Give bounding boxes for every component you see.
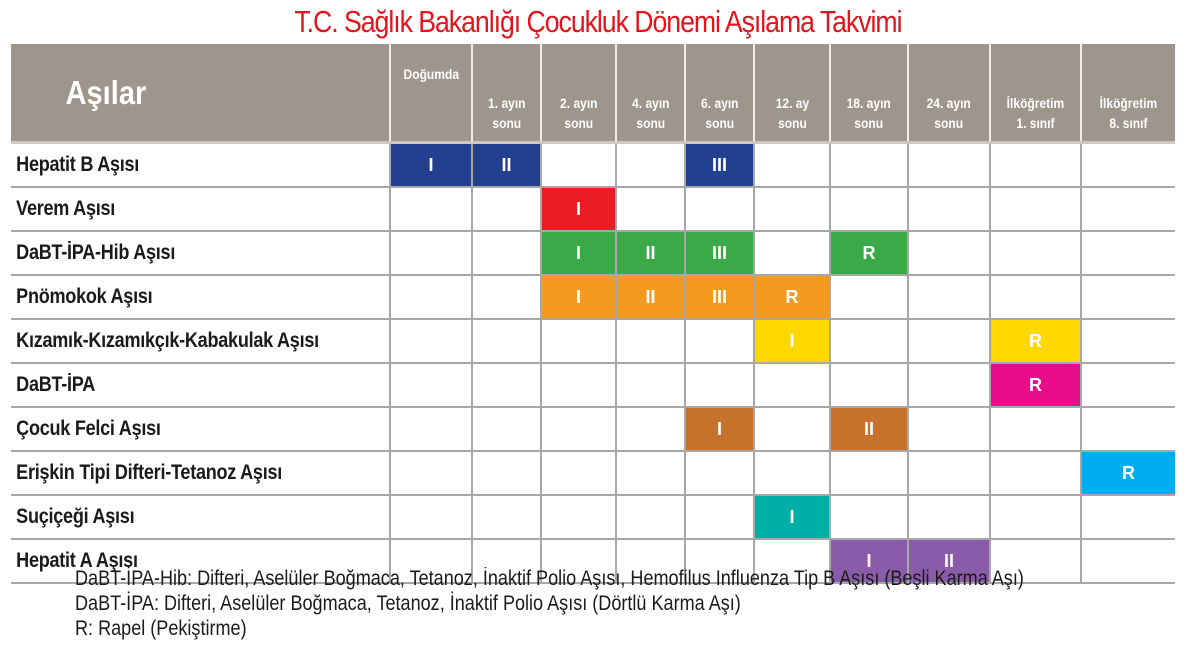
empty-cell <box>1081 275 1175 319</box>
empty-cell <box>541 143 616 188</box>
column-header <box>541 44 616 143</box>
dose-label: R <box>1122 462 1135 483</box>
empty-cell <box>685 363 754 407</box>
dose-label: R <box>1029 330 1042 351</box>
empty-cell <box>472 231 541 275</box>
empty-cell <box>754 187 830 231</box>
column-header <box>685 44 754 143</box>
footnote-tetravalent: DaBT-İPA: Difteri, Aselüler Boğmaca, Tetanoz, İnaktif Polio Aşısı (Dörtlü Karma Aşı) <box>75 592 741 615</box>
vaccine-name-cell <box>11 451 390 495</box>
empty-cell <box>685 451 754 495</box>
empty-cell <box>390 231 472 275</box>
header-row <box>11 44 1175 143</box>
column-header-line2: sonu <box>636 115 665 131</box>
vaccine-name-cell <box>11 319 390 363</box>
empty-cell <box>472 187 541 231</box>
column-header <box>830 44 908 143</box>
empty-cell <box>541 363 616 407</box>
empty-cell <box>390 363 472 407</box>
vaccine-name: Hepatit B Aşısı <box>16 153 140 176</box>
dose-label: R <box>1029 374 1042 395</box>
vaccine-name-cell <box>11 407 390 451</box>
empty-cell <box>754 407 830 451</box>
empty-cell <box>390 495 472 539</box>
dose-label: R <box>862 242 876 263</box>
vaccine-name-cell <box>11 275 390 319</box>
vaccine-name-cell <box>11 363 390 407</box>
vaccines-column-header <box>11 44 390 143</box>
empty-cell <box>390 407 472 451</box>
table-row <box>11 187 1175 231</box>
vaccine-name-cell <box>11 231 390 275</box>
column-header-label <box>927 93 971 141</box>
column-header-line2: sonu <box>705 115 734 131</box>
column-header <box>472 44 541 143</box>
empty-cell <box>541 407 616 451</box>
footnotes <box>75 566 1024 641</box>
vaccine-name: Verem Aşısı <box>16 197 116 220</box>
dose-cell <box>685 275 754 319</box>
empty-cell <box>830 363 908 407</box>
empty-cell <box>908 143 990 188</box>
column-header-line1: 24. ayın <box>926 95 972 111</box>
column-header-label <box>1007 93 1065 141</box>
empty-cell <box>541 319 616 363</box>
dose-cell <box>616 275 685 319</box>
dose-label: II <box>943 550 954 571</box>
dose-cell <box>830 231 908 275</box>
column-header <box>908 44 990 143</box>
dose-label: R <box>785 286 799 307</box>
empty-cell <box>830 495 908 539</box>
column-header-line1: 1. ayın <box>487 95 526 111</box>
dose-cell <box>1081 451 1175 495</box>
column-header-line2: 1. sınıf <box>1016 115 1055 131</box>
empty-cell <box>908 407 990 451</box>
vaccine-name: Suçiçeği Aşısı <box>16 505 135 528</box>
empty-cell <box>1081 363 1175 407</box>
column-header-label <box>560 93 597 141</box>
dose-label: I <box>716 418 722 439</box>
page-title: T.C. Sağlık Bakanlığı Çocukluk Dönemi Aşılama Takvimi <box>294 4 902 39</box>
empty-cell <box>390 275 472 319</box>
table-row <box>11 275 1175 319</box>
column-header-line2 <box>403 84 459 104</box>
vaccine-name: Hepatit A Aşısı <box>16 549 138 572</box>
empty-cell <box>616 143 685 188</box>
empty-cell <box>472 495 541 539</box>
empty-cell <box>472 275 541 319</box>
empty-cell <box>990 495 1081 539</box>
empty-cell <box>1081 231 1175 275</box>
column-header-label <box>488 93 525 141</box>
dose-cell <box>472 143 541 188</box>
dose-label: I <box>575 286 581 307</box>
vaccination-schedule-table <box>11 44 1175 584</box>
empty-cell <box>754 451 830 495</box>
empty-cell <box>1081 407 1175 451</box>
empty-cell <box>390 187 472 231</box>
empty-cell <box>472 319 541 363</box>
empty-cell <box>830 451 908 495</box>
empty-cell <box>616 363 685 407</box>
empty-cell <box>908 187 990 231</box>
empty-cell <box>754 143 830 188</box>
dose-label: I <box>575 242 581 263</box>
empty-cell <box>685 319 754 363</box>
empty-cell <box>754 231 830 275</box>
empty-cell <box>990 451 1081 495</box>
column-header-line2: sonu <box>854 115 884 131</box>
empty-cell <box>990 231 1081 275</box>
empty-cell <box>908 319 990 363</box>
column-header-line1: 18. ayın <box>846 95 892 111</box>
dose-label: I <box>428 154 434 175</box>
dose-cell <box>541 275 616 319</box>
empty-cell <box>990 275 1081 319</box>
dose-label: I <box>866 550 872 571</box>
dose-cell <box>754 319 830 363</box>
vaccine-name-cell <box>11 495 390 539</box>
vaccine-name: Çocuk Felci Aşısı <box>16 417 161 440</box>
empty-cell <box>541 451 616 495</box>
dose-cell <box>754 495 830 539</box>
empty-cell <box>390 451 472 495</box>
empty-cell <box>830 275 908 319</box>
empty-cell <box>754 363 830 407</box>
empty-cell <box>1081 319 1175 363</box>
column-header-line2: sonu <box>492 115 521 131</box>
vaccine-name: DaBT-İPA <box>16 373 96 396</box>
vaccines-header-label: Aşılar <box>65 73 147 111</box>
empty-cell <box>990 143 1081 188</box>
column-header <box>754 44 830 143</box>
column-header-label <box>775 93 808 141</box>
column-header-label <box>1100 93 1158 141</box>
empty-cell <box>616 187 685 231</box>
dose-cell <box>685 407 754 451</box>
vaccine-name: Kızamık-Kızamıkçık-Kabakulak Aşısı <box>16 329 319 352</box>
table-row <box>11 143 1175 188</box>
vaccine-name: DaBT-İPA-Hib Aşısı <box>16 241 176 264</box>
dose-cell <box>685 231 754 275</box>
column-header-line1: Doğumda <box>403 66 459 82</box>
empty-cell <box>616 407 685 451</box>
empty-cell <box>830 187 908 231</box>
vaccine-name: Erişkin Tipi Difteri-Tetanoz Aşısı <box>16 461 283 484</box>
dose-label: I <box>789 330 795 351</box>
dose-cell <box>390 143 472 188</box>
table-row <box>11 319 1175 363</box>
empty-cell <box>990 407 1081 451</box>
dose-cell <box>685 143 754 188</box>
empty-cell <box>685 187 754 231</box>
column-header-label <box>701 93 738 141</box>
dose-label: II <box>863 418 874 439</box>
empty-cell <box>1081 495 1175 539</box>
column-header-line1: 6. ayın <box>700 95 739 111</box>
empty-cell <box>908 231 990 275</box>
empty-cell <box>390 319 472 363</box>
empty-cell <box>616 319 685 363</box>
dose-label: I <box>575 198 581 219</box>
column-header-label <box>632 93 669 141</box>
vaccine-name: Pnömokok Aşısı <box>16 285 153 308</box>
column-header-line1: 2. ayın <box>559 95 598 111</box>
dose-cell <box>616 231 685 275</box>
column-header <box>616 44 685 143</box>
column-header-line1: İlköğretim <box>1006 95 1065 111</box>
dose-cell <box>541 187 616 231</box>
dose-cell <box>990 319 1081 363</box>
empty-cell <box>616 495 685 539</box>
column-header-line1: İlköğretim <box>1099 95 1158 111</box>
dose-label: II <box>645 242 656 263</box>
empty-cell <box>685 495 754 539</box>
table-row <box>11 451 1175 495</box>
column-header-line1: 4. ayın <box>631 95 670 111</box>
empty-cell <box>830 319 908 363</box>
empty-cell <box>1081 143 1175 188</box>
empty-cell <box>908 451 990 495</box>
empty-cell <box>990 187 1081 231</box>
dose-label: III <box>711 286 727 307</box>
column-header-label <box>847 93 891 141</box>
dose-cell <box>990 363 1081 407</box>
empty-cell <box>908 495 990 539</box>
empty-cell <box>472 407 541 451</box>
dose-cell <box>754 275 830 319</box>
dose-label: I <box>789 506 795 527</box>
table-row <box>11 363 1175 407</box>
footnote-pentavalent: DaBT-İPA-Hib: Difteri, Aselüler Boğmaca, Tetanoz, İnaktif Polio Aşısı, Hemofilus Influenza Tip B Aşısı (Beşli Karma Aşı) <box>75 567 1024 590</box>
empty-cell <box>472 451 541 495</box>
vaccine-name-cell <box>11 187 390 231</box>
table-row <box>11 495 1175 539</box>
vaccine-name-cell <box>11 143 390 188</box>
empty-cell <box>616 451 685 495</box>
column-header <box>390 44 472 143</box>
column-header-line1: 12. ay <box>775 95 809 111</box>
column-header-line2: 8. sınıf <box>1109 115 1148 131</box>
dose-label: II <box>501 154 512 175</box>
footnote-booster: R: Rapel (Pekiştirme) <box>75 617 247 640</box>
column-header <box>1081 44 1175 143</box>
dose-label: III <box>711 242 727 263</box>
dose-label: II <box>645 286 656 307</box>
column-header-line2: sonu <box>777 115 807 131</box>
empty-cell <box>1081 187 1175 231</box>
table-row <box>11 407 1175 451</box>
empty-cell <box>472 363 541 407</box>
column-header-line2: sonu <box>564 115 593 131</box>
empty-cell <box>1081 539 1175 583</box>
column-header-label <box>403 64 459 104</box>
column-header <box>990 44 1081 143</box>
dose-cell <box>830 407 908 451</box>
empty-cell <box>541 495 616 539</box>
table-row <box>11 231 1175 275</box>
dose-cell <box>541 231 616 275</box>
dose-label: III <box>711 154 727 175</box>
empty-cell <box>830 143 908 188</box>
empty-cell <box>908 363 990 407</box>
column-header-line2: sonu <box>934 115 964 131</box>
empty-cell <box>908 275 990 319</box>
